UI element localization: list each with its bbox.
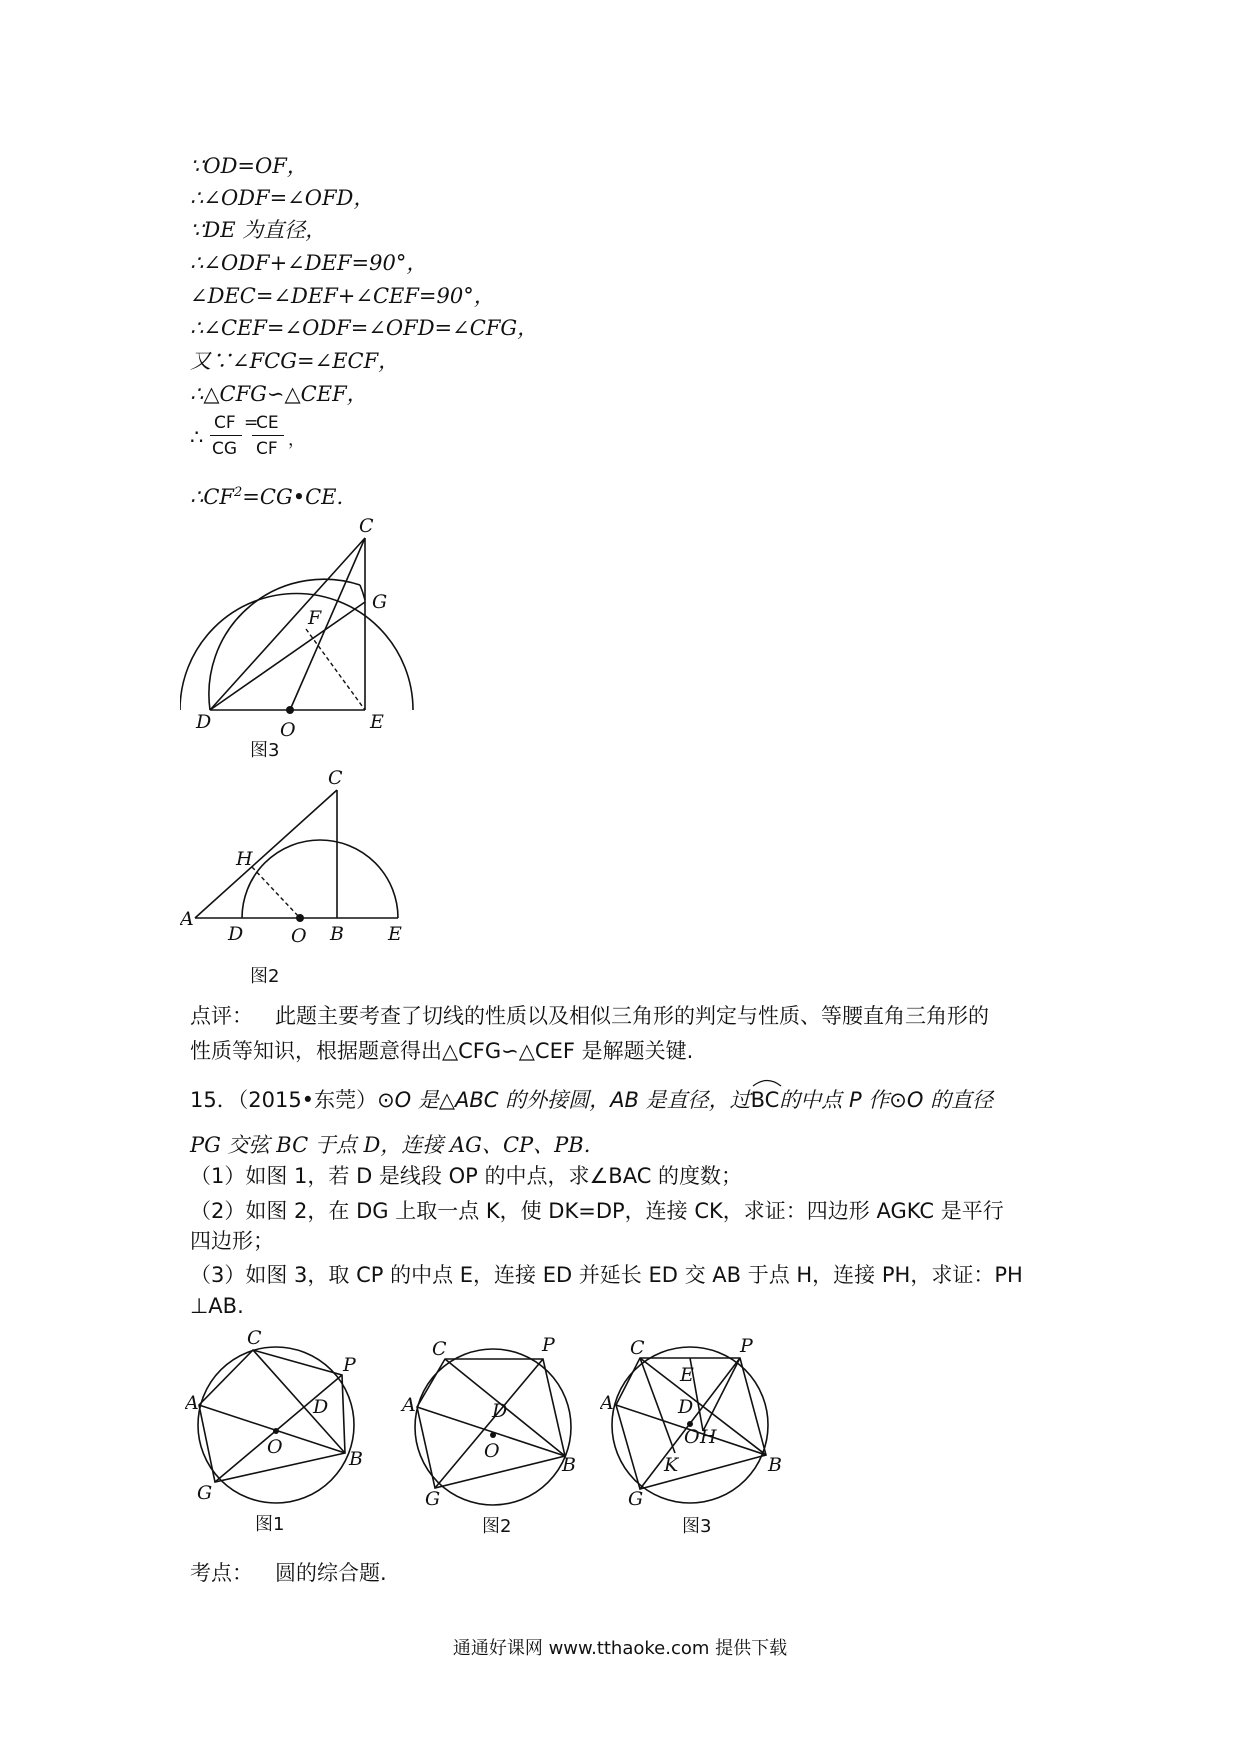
ratio-suffix: ， xyxy=(288,430,305,450)
c3-label-H: H xyxy=(700,1426,717,1448)
c3-label-E: E xyxy=(680,1364,694,1386)
line-HO-dashed xyxy=(252,867,300,918)
point-O-2 xyxy=(296,914,304,922)
problem-part-1: （1）如图 1，若 D 是线段 OP 的中点，求∠BAC 的度数； xyxy=(190,1164,743,1188)
ratio-bar-left xyxy=(210,435,242,436)
c3-label-A: A xyxy=(600,1392,614,1414)
proof-line-4: ∴∠ODF+∠DEF=90°， xyxy=(190,251,428,275)
c2-label-P: P xyxy=(542,1334,555,1356)
page-footer: 通通好课网 www.tthaoke.com 提供下载 xyxy=(452,1638,788,1659)
proof-line-2: ∴∠ODF=∠OFD， xyxy=(190,186,375,210)
c1-label-G: G xyxy=(197,1482,213,1504)
semicircle-arc-2 xyxy=(242,840,398,918)
label-C-2: C xyxy=(328,770,343,789)
c1-label-P: P xyxy=(343,1354,356,1376)
label-A: A xyxy=(180,908,194,930)
c1-label-B: B xyxy=(349,1448,363,1470)
label-C: C xyxy=(359,515,374,537)
comment-label: 点评： xyxy=(190,1004,253,1028)
c2-label-G: G xyxy=(425,1488,441,1510)
circle-figure-2 xyxy=(400,1325,600,1545)
c3-label-D: D xyxy=(678,1396,694,1418)
label-E: E xyxy=(370,711,384,733)
c3-label-B: B xyxy=(768,1454,782,1476)
circle-1 xyxy=(198,1347,354,1503)
kaodian-label: 考点： xyxy=(190,1561,253,1585)
point-O-c2 xyxy=(490,1432,496,1438)
label-D: D xyxy=(196,711,212,733)
figure-semicircle-3 xyxy=(180,510,420,760)
proof-line-1: ∵OD=OF， xyxy=(190,154,308,178)
ratio-num-right: CE xyxy=(256,413,279,433)
final-line-a: ∴CF xyxy=(190,485,234,509)
line-DG xyxy=(210,602,365,710)
pentagon-2 xyxy=(417,1359,565,1488)
line-FE-dashed xyxy=(306,629,365,710)
c3-label-P: P xyxy=(740,1335,753,1357)
comment-line-2: 性质等知识，根据题意得出△CFG∽△CEF 是解题关键. xyxy=(190,1039,694,1063)
proof-line-5: ∠DEC=∠DEF+∠CEF=90°， xyxy=(190,284,495,308)
c2-label-O: O xyxy=(484,1440,500,1462)
final-line xyxy=(190,478,343,512)
label-O: O xyxy=(280,719,296,741)
figure-semicircle-2 xyxy=(180,770,420,1000)
c3-label-O: O xyxy=(684,1426,700,1448)
line-AC xyxy=(195,790,337,918)
problem-stem-b: 的中点 P 作⊙O 的直径 xyxy=(779,1088,994,1112)
ratio-prefix: ∴ xyxy=(190,425,204,449)
ratio-num-left: CF xyxy=(214,413,236,433)
comment-text-1: 此题主要考查了切线的性质以及相似三角形的判定与性质、等腰直角三角形的 xyxy=(275,1004,989,1028)
label-D-2: D xyxy=(228,923,244,945)
c2-label-A: A xyxy=(402,1394,416,1416)
c2-label-D: D xyxy=(492,1400,508,1422)
c1-label-D: D xyxy=(313,1396,329,1418)
problem-part-2b: 四边形； xyxy=(190,1229,274,1253)
label-H: H xyxy=(236,848,253,870)
arc-BC xyxy=(751,1085,780,1115)
ratio-den-right: CF xyxy=(256,439,278,459)
arc-label: BC xyxy=(750,1088,780,1112)
ratio-eq: = xyxy=(244,413,259,433)
c1-label-C: C xyxy=(247,1327,262,1349)
label-O-2: O xyxy=(291,925,307,947)
label-F: F xyxy=(308,607,322,629)
point-O xyxy=(286,706,294,714)
c1-label-A: A xyxy=(185,1392,199,1414)
problem-part-3b: ⊥AB. xyxy=(190,1294,244,1318)
circle-1-caption: 图1 xyxy=(255,1514,285,1535)
c3-label-G: G xyxy=(628,1488,644,1510)
final-line-sup: 2 xyxy=(234,485,243,500)
c3-label-K: K xyxy=(664,1454,679,1476)
problem-line-2: PG 交弦 BC 于点 D，连接 AG、CP、PB. xyxy=(190,1133,591,1157)
arc-mark-icon xyxy=(751,1077,783,1087)
line-PG-2 xyxy=(435,1359,543,1488)
line-OC xyxy=(290,538,365,710)
label-G: G xyxy=(372,591,388,613)
proof-line-6: ∴∠CEF=∠ODF=∠OFD=∠CFG， xyxy=(190,316,539,340)
label-B: B xyxy=(330,923,344,945)
circle-2-caption: 图2 xyxy=(482,1516,512,1537)
ratio-den-left: CG xyxy=(212,439,238,459)
problem-part-3a: （3）如图 3，取 CP 的中点 E，连接 ED 并延长 ED 交 AB 于点 H，连接 PH，求证：PH xyxy=(190,1263,1023,1287)
problem-stem-a: ⊙O 是△ABC 的外接圆，AB 是直径，过 xyxy=(377,1088,751,1112)
point-O-c1 xyxy=(273,1428,279,1434)
semicircle-arc-left xyxy=(209,579,360,710)
proof-line-7: 又∵∠FCG=∠ECF， xyxy=(190,349,400,373)
proof-line-3: ∵DE 为直径， xyxy=(190,218,327,242)
c3-label-C: C xyxy=(630,1337,645,1359)
c2-label-C: C xyxy=(432,1338,447,1360)
label-E-2: E xyxy=(388,923,402,945)
problem-part-2a: （2）如图 2，在 DG 上取一点 K，使 DK=DP，连接 CK，求证：四边形 AGKC 是平行 xyxy=(190,1199,1004,1223)
c2-label-B: B xyxy=(562,1454,576,1476)
circle-3-caption: 图3 xyxy=(682,1516,712,1537)
c1-label-O: O xyxy=(267,1436,283,1458)
ratio-bar-right xyxy=(252,435,284,436)
proof-line-8: ∴△CFG∽△CEF， xyxy=(190,382,368,406)
circle-figure-1 xyxy=(185,1325,385,1545)
final-line-b: =CG•CE. xyxy=(242,485,344,509)
circle-figure-3 xyxy=(600,1325,810,1545)
figure-mid-caption: 图2 xyxy=(250,966,280,987)
kaodian-line xyxy=(190,1558,387,1588)
kaodian-text: 圆的综合题. xyxy=(275,1561,387,1585)
problem-number: 15． xyxy=(190,1088,238,1112)
circle-2 xyxy=(415,1349,571,1505)
problem-source: （2015•东莞） xyxy=(237,1088,378,1112)
figure-top-caption: 图3 xyxy=(250,740,280,760)
problem-line-1 xyxy=(190,1085,993,1115)
comment-line-1 xyxy=(190,1001,989,1031)
